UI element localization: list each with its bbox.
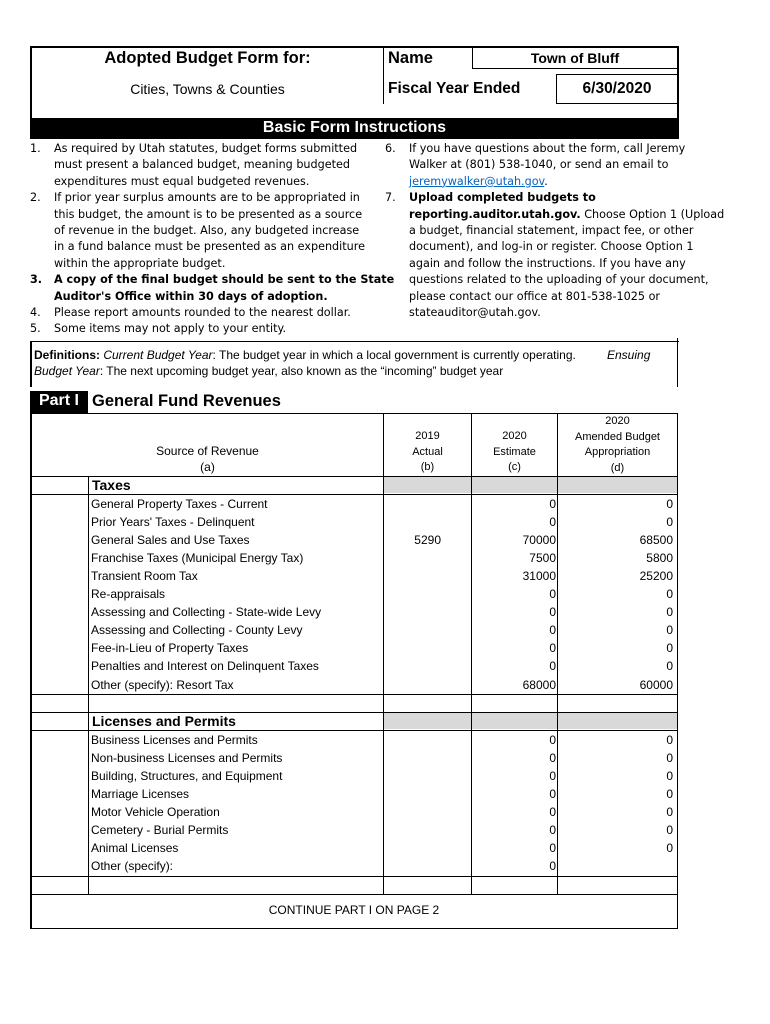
col-header-actual: 2019 Actual (b): [412, 430, 443, 473]
estimate-cell[interactable]: 0: [549, 769, 556, 783]
appropriation-cell[interactable]: 0: [666, 605, 673, 619]
appropriation-cell[interactable]: 0: [666, 587, 673, 601]
appropriation-cell[interactable]: 0: [666, 751, 673, 765]
email-link[interactable]: jeremywalker@utah.gov: [409, 174, 545, 188]
entity-name-field[interactable]: Town of Bluff: [530, 50, 620, 66]
appropriation-cell[interactable]: 5800: [646, 551, 673, 565]
definitions-ensuing-term: Ensuing: [607, 348, 651, 362]
estimate-cell[interactable]: 0: [549, 659, 556, 673]
table-row: Motor Vehicle Operation 0 0: [91, 805, 673, 819]
table-row: Non-business Licenses and Permits 0 0: [91, 751, 673, 765]
estimate-cell[interactable]: 0: [549, 587, 556, 601]
estimate-cell[interactable]: 0: [549, 859, 556, 873]
part-title: General Fund Revenues: [92, 392, 281, 410]
estimate-cell[interactable]: 31000: [522, 569, 556, 583]
table-row: Business Licenses and Permits 0 0: [91, 733, 673, 747]
table-row: Prior Years' Taxes - Delinquent 0 0: [91, 515, 673, 529]
name-label: Name: [388, 49, 433, 67]
estimate-cell[interactable]: 0: [549, 787, 556, 801]
appropriation-cell[interactable]: 0: [666, 769, 673, 783]
estimate-cell[interactable]: 0: [549, 623, 556, 637]
definitions-line-2: Budget Year: The next upcoming budget year, also known as the “incoming” budget year: [34, 364, 504, 378]
instructions-right: [385, 141, 730, 321]
appropriation-cell[interactable]: 0: [666, 805, 673, 819]
estimate-cell[interactable]: 0: [549, 805, 556, 819]
instruction-5: 5. Some items may not apply to your entity.: [30, 322, 287, 336]
definitions-line-1: Definitions: Current Budget Year: The budget year in which a local government is currently operating.: [34, 348, 576, 362]
appropriation-cell[interactable]: 0: [666, 497, 673, 511]
form-title: Adopted Budget Form for:: [104, 49, 311, 67]
licenses-heading: Licenses and Permits: [92, 713, 236, 729]
appropriation-cell[interactable]: 0: [666, 823, 673, 837]
part-label: Part I: [38, 392, 79, 409]
appropriation-cell[interactable]: 0: [666, 659, 673, 673]
fiscal-year-label: Fiscal Year Ended: [388, 80, 521, 97]
estimate-cell[interactable]: 0: [549, 841, 556, 855]
estimate-cell[interactable]: 68000: [522, 678, 556, 692]
estimate-cell[interactable]: 0: [549, 751, 556, 765]
estimate-cell[interactable]: 0: [549, 515, 556, 529]
table-row: Assessing and Collecting - State-wide Levy 0 0: [91, 605, 673, 619]
table-row: Fee-in-Lieu of Property Taxes 0 0: [91, 641, 673, 655]
appropriation-cell[interactable]: 60000: [639, 678, 673, 692]
fiscal-year-field[interactable]: 6/30/2020: [582, 80, 652, 97]
appropriation-cell[interactable]: 0: [666, 787, 673, 801]
appropriation-cell[interactable]: 0: [666, 623, 673, 637]
table-row: Building, Structures, and Equipment 0 0: [91, 769, 673, 783]
form-subtitle: Cities, Towns & Counties: [130, 81, 285, 97]
table-row: Assessing and Collecting - County Levy 0 0: [91, 623, 673, 637]
appropriation-cell[interactable]: 0: [666, 641, 673, 655]
actual-cell[interactable]: 5290: [414, 533, 441, 547]
estimate-cell[interactable]: 70000: [522, 533, 556, 547]
estimate-cell[interactable]: 0: [549, 733, 556, 747]
table-row: Transient Room Tax 31000 25200: [91, 569, 673, 583]
col-header-appropriation: 2020 Amended Budget Appropriation (d): [574, 415, 660, 474]
taxes-heading: Taxes: [92, 477, 131, 493]
estimate-cell[interactable]: 0: [549, 641, 556, 655]
instruction-1: 1. As required by Utah statutes, budget forms submitted must present a balanced budget, meaning budgeted expenditures must equal budgeted revenues.: [30, 142, 358, 188]
instruction-7: 7. Upload completed budgets to reporting.auditor.utah.gov. Choose Option 1 (Upload a budget, financial statement, impact fee, or other document), and log-in or register. Choose Option 1 again and follow the instructions. If you have any questions related to the uploading of your document, please contact our office at 801-538-1025 or stateauditor@utah.gov.: [385, 191, 725, 320]
instruction-2: 2. If prior year surplus amounts are to be appropriated in this budget, the amount is to be presented as a source of revenue in the budget. Also, any budgeted increase in a fund balance must be presented as an expenditure within the appropriate budget.: [30, 191, 365, 270]
instruction-3: 3. A copy of the final budget should be sent to the State Auditor's Office within 30 days of adoption.: [30, 273, 395, 303]
instruction-4: 4. Please report amounts rounded to the nearest dollar.: [30, 306, 351, 320]
instructions-title: Basic Form Instructions: [262, 119, 447, 136]
table-row: Franchise Taxes (Municipal Energy Tax) 7500 5800: [91, 551, 673, 565]
table-row: Penalties and Interest on Delinquent Taxes 0 0: [91, 659, 673, 673]
instruction-6: 6. If you have questions about the form, call Jeremy Walker at (801) 538-1040, or send an email to jeremywalker@utah.gov.: [385, 142, 686, 188]
estimate-cell[interactable]: 0: [549, 823, 556, 837]
table-row: Other (specify): Resort Tax 68000 60000: [91, 678, 673, 692]
appropriation-cell[interactable]: 0: [666, 841, 673, 855]
table-row: Re-appraisals 0 0: [91, 587, 673, 601]
col-header-source: Source of Revenue (a): [156, 444, 259, 474]
continue-note: CONTINUE PART I ON PAGE 2: [268, 903, 440, 917]
instructions-left: [30, 141, 395, 338]
appropriation-cell[interactable]: 25200: [639, 569, 673, 583]
appropriation-cell[interactable]: 0: [666, 515, 673, 529]
appropriation-cell[interactable]: 68500: [639, 533, 673, 547]
appropriation-cell[interactable]: 0: [666, 733, 673, 747]
table-row: Other (specify): 0: [91, 859, 556, 873]
estimate-cell[interactable]: 7500: [529, 551, 556, 565]
table-row: General Property Taxes - Current 0 0: [91, 497, 673, 511]
estimate-cell[interactable]: 0: [549, 497, 556, 511]
table-row: Animal Licenses 0 0: [91, 841, 673, 855]
table-row: Cemetery - Burial Permits 0 0: [91, 823, 673, 837]
col-header-estimate: 2020 Estimate (c): [493, 430, 536, 473]
table-row: General Sales and Use Taxes 5290 70000 68500: [91, 533, 673, 547]
estimate-cell[interactable]: 0: [549, 605, 556, 619]
table-row: Marriage Licenses 0 0: [91, 787, 673, 801]
